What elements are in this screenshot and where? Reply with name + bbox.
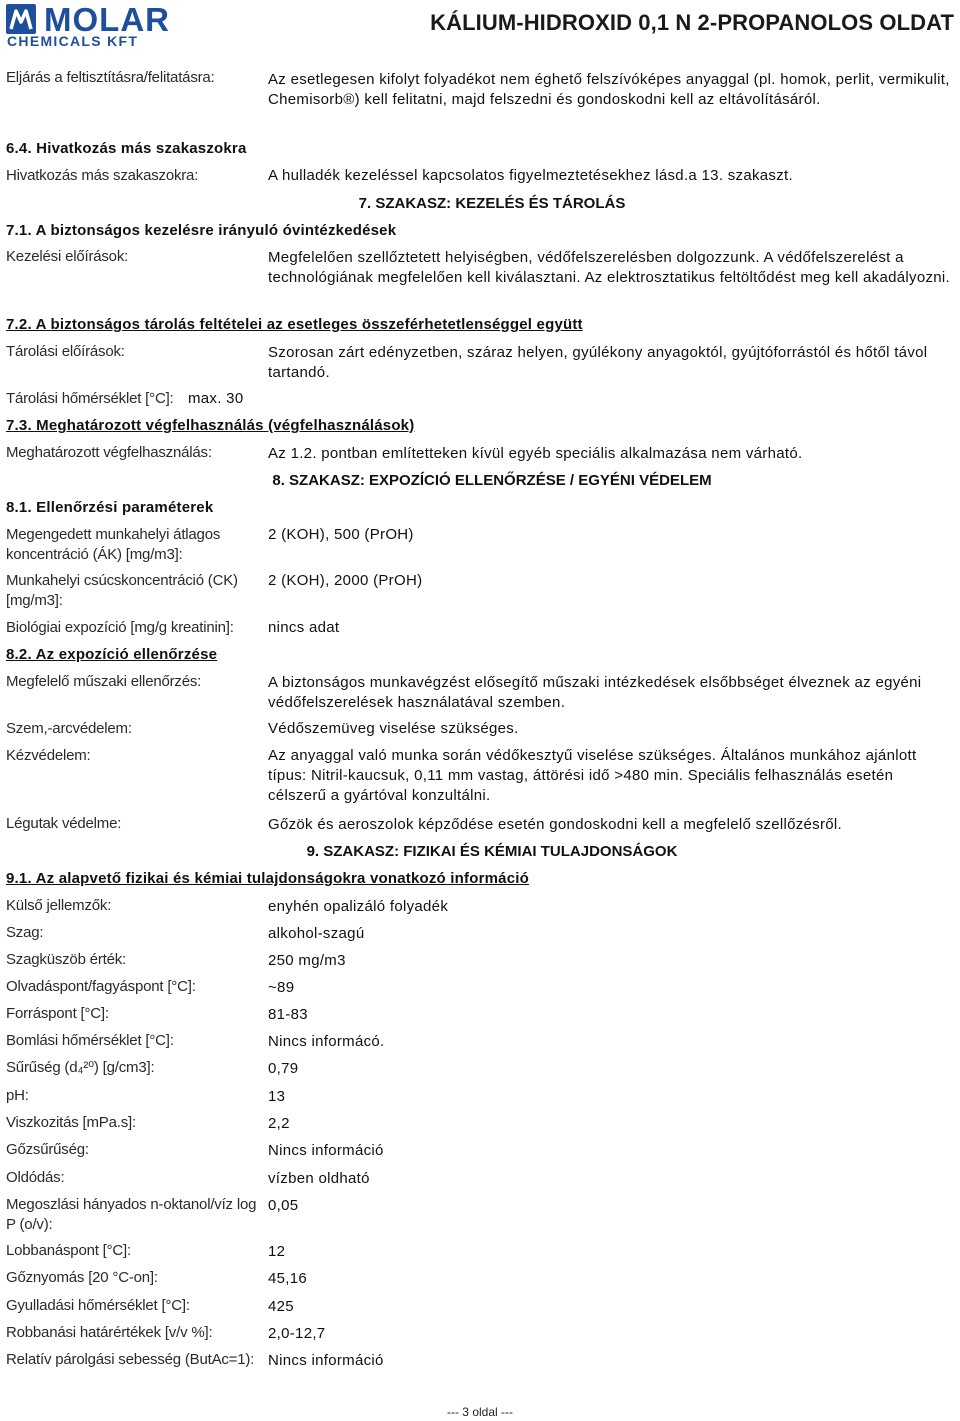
svg-text:MOLAR: MOLAR — [44, 2, 170, 38]
property-label: Viszkozitás [mPa.s]: — [6, 1114, 136, 1131]
ck-label: Munkahelyi csúcskoncentráció (CK) [mg/m3]: — [6, 572, 238, 609]
page-footer: --- 3 oldal --- — [446, 1405, 513, 1419]
resp-value: Gőzök és aeroszolok képződése esetén gondoskodni kell a megfelelő szellőzésről. — [268, 816, 843, 833]
property-label: Gyulladási hőmérséklet [°C]: — [6, 1297, 190, 1314]
hand-label: Kézvédelem: — [6, 747, 91, 764]
reference-label: Hivatkozás más szakaszokra: — [6, 167, 199, 184]
section-8-2-heading: 8.2. Az expozíció ellenőrzése — [6, 646, 218, 663]
property-value: 250 mg/m3 — [268, 952, 346, 969]
storage-label: Tárolási előírások: — [6, 343, 125, 360]
property-value: enyhén opalizáló folyadék — [268, 898, 449, 915]
svg-text:CHEMICALS KFT: CHEMICALS KFT — [7, 33, 139, 48]
property-value: vízben oldható — [268, 1170, 370, 1187]
section-8-title: 8. SZAKASZ: EXPOZÍCIÓ ELLENŐRZÉSE / EGYÉNI VÉDELEM — [272, 472, 712, 489]
end-use-label: Meghatározott végfelhasználás: — [6, 444, 212, 461]
section-8-1-heading: 8.1. Ellenőrzési paraméterek — [6, 499, 214, 516]
document-title: KÁLIUM-HIDROXID 0,1 N 2-PROPANOLOS OLDAT — [430, 10, 954, 35]
ak-value: 2 (KOH), 500 (PrOH) — [268, 526, 414, 543]
property-label: Oldódás: — [6, 1169, 65, 1186]
property-label: Külső jellemzők: — [6, 897, 112, 914]
section-7-1-heading: 7.1. A biztonságos kezelésre irányuló óvintézkedések — [6, 222, 397, 239]
eye-value: Védőszemüveg viselése szükséges. — [268, 720, 519, 737]
property-value: 45,16 — [268, 1270, 308, 1287]
property-value: Nincs információ — [268, 1352, 384, 1369]
property-value: 13 — [268, 1088, 286, 1105]
storage-temp-label: Tárolási hőmérséklet [°C]: — [6, 390, 174, 407]
tech-value: A biztonságos munkavégzést elősegítő műszaki intézkedések elsőbbséget élveznek az egyéni védőfelszerelések használatával szemben. — [268, 674, 922, 711]
page-header — [0, 0, 960, 52]
section-7-2-heading: 7.2. A biztonságos tárolás feltételei az esetleges összeférhetetlenséggel együtt — [6, 316, 583, 333]
molar-chemicals-logo — [4, 2, 229, 48]
property-label: Forráspont [°C]: — [6, 1005, 109, 1022]
property-label: Olvadáspont/fagyáspont [°C]: — [6, 978, 196, 995]
ak-label: Megengedett munkahelyi átlagos koncentráció (ÁK) [mg/m3]: — [6, 526, 221, 563]
resp-label: Légutak védelme: — [6, 815, 122, 832]
property-value: 12 — [268, 1243, 286, 1260]
tech-label: Megfelelő műszaki ellenőrzés: — [6, 673, 202, 690]
property-label: Bomlási hőmérséklet [°C]: — [6, 1032, 174, 1049]
property-label: Szagküszöb érték: — [6, 951, 126, 968]
property-value: 0,79 — [268, 1060, 299, 1077]
property-value: Nincs informácó. — [268, 1033, 385, 1050]
property-value: 81-83 — [268, 1006, 308, 1023]
bio-value: nincs adat — [268, 619, 340, 636]
handling-value: Megfelelően szellőztetett helyiségben, védőfelszerelésben dolgozzunk. A védőfelszerelést a technológiának megfelelően kell kiválasztani. Az elektrosztatikus feltöltődést meg kell akadályozni. — [268, 249, 951, 286]
section-7-title: 7. SZAKASZ: KEZELÉS ÉS TÁROLÁS — [358, 195, 626, 212]
cleanup-label: Eljárás a feltisztításra/felitatásra: — [6, 69, 215, 86]
section-6-4-heading: 6.4. Hivatkozás más szakaszokra — [6, 140, 247, 157]
property-label: Lobbanáspont [°C]: — [6, 1242, 131, 1259]
section-9-title: 9. SZAKASZ: FIZIKAI ÉS KÉMIAI TULAJDONSÁGOK — [306, 843, 678, 860]
ck-value: 2 (KOH), 2000 (PrOH) — [268, 572, 423, 589]
reference-value: A hulladék kezeléssel kapcsolatos figyelmeztetésekhez lásd.a 13. szakaszt. — [268, 167, 793, 184]
property-label: pH: — [6, 1087, 29, 1104]
eye-label: Szem,-arcvédelem: — [6, 720, 132, 737]
property-label: Szag: — [6, 924, 44, 941]
end-use-value: Az 1.2. pontban említetteken kívül egyéb speciális alkalmazása nem várható. — [268, 445, 803, 462]
property-label: Relatív párolgási sebesség (ButAc=1): — [6, 1351, 255, 1368]
property-value: alkohol-szagú — [268, 925, 365, 942]
property-value: ~89 — [268, 979, 295, 996]
property-label: Gőznyomás [20 °C-on]: — [6, 1269, 158, 1286]
property-value: 2,0-12,7 — [268, 1325, 326, 1342]
storage-temp-value: max. 30 — [188, 390, 244, 407]
property-label: Megoszlási hányados n-oktanol/víz log P (o/v): — [6, 1196, 257, 1233]
cleanup-value: Az esetlegesen kifolyt folyadékot nem éghető felszívóképes anyaggal (pl. homok, perlit, vermikulit, Chemisorb®) kell felitatni, majd felszedni és gondoskodni kell az eltávolításáról. — [268, 71, 950, 108]
property-value: 0,05 — [268, 1197, 299, 1214]
bio-label: Biológiai expozíció [mg/g kreatinin]: — [6, 619, 234, 636]
property-value: Nincs információ — [268, 1142, 384, 1159]
hand-value: Az anyaggal való munka során védőkesztyű viselése szükséges. Általános munkához ajánlott típus: Nitril-kaucsuk, 0,11 mm vastag, áttörési idő >480 min. Speciális felhasználás esetén célszerű a gyártóval konzultálni. — [268, 747, 917, 804]
property-label: Sűrűség (d₄²⁰) [g/cm3]: — [6, 1059, 155, 1076]
property-label: Robbanási határértékek [v/v %]: — [6, 1324, 213, 1341]
handling-label: Kezelési előírások: — [6, 248, 129, 265]
property-label: Gőzsűrűség: — [6, 1141, 89, 1158]
storage-value: Szorosan zárt edényzetben, száraz helyen, gyúlékony anyagoktól, gyújtóforrástól és hőtől távol tartandó. — [268, 344, 928, 381]
property-value: 2,2 — [268, 1115, 290, 1132]
section-7-3-heading: 7.3. Meghatározott végfelhasználás (végfelhasználások) — [6, 417, 415, 434]
property-value: 425 — [268, 1298, 294, 1315]
section-9-1-heading: 9.1. Az alapvető fizikai és kémiai tulajdonságokra vonatkozó információ — [6, 870, 529, 887]
